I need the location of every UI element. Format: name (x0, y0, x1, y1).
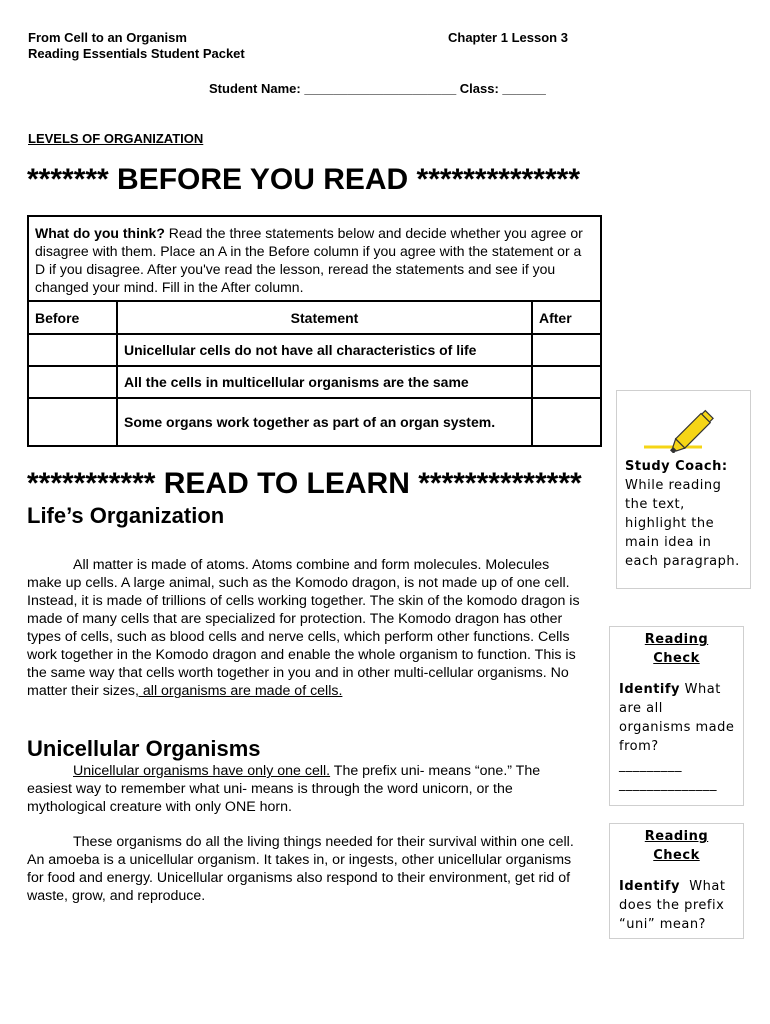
paragraph-text: The prefix uni- means “one.” The easiest way to remember what uni- means is through the word unicorn, or the mythological creature with only ONE horn. (27, 763, 541, 815)
unicellular-paragraph-2: These organisms do all the living things needed for their survival within one cell. An amoeba is a unicellular organism. It takes in, or ingests, other unicellular organisms for food and energy. Unicellular organisms also respond to their environment, get rid of waste, grow, and reproduce. (27, 834, 574, 904)
packet-title: Reading Essentials Student Packet (28, 46, 245, 61)
reading-check-box-2 (609, 823, 744, 939)
prompt-text: Read the three statements below and decide whether you agree or disagree with them. Place an A in the Before column if you agree with the statement or a D if you disagree. After you've read the lesson, reread the statements and see if you changed your mind. Fill in the After column. (35, 225, 583, 295)
after-answer-cell[interactable] (532, 366, 601, 398)
reading-check-question (619, 877, 735, 934)
lifes-organization-title: Life’s Organization (27, 503, 225, 528)
lifes-organization-paragraph (27, 556, 582, 700)
paragraph-underlined-text: Unicellular organisms have only one cell. (73, 763, 331, 779)
section-label: LEVELS OF ORGANIZATION (28, 131, 204, 146)
col-statement-header: Statement (117, 301, 532, 334)
read-to-learn-heading: *********** READ TO LEARN ************** (27, 467, 582, 500)
reading-check-title: Reading Check (644, 632, 709, 666)
before-answer-cell[interactable] (28, 398, 117, 446)
unicellular-paragraph-1 (27, 762, 577, 816)
statement-cell: Unicellular cells do not have all characteristics of life (117, 334, 532, 366)
question-text: What does the prefix “uni” mean? (619, 879, 731, 932)
after-answer-cell[interactable] (532, 334, 601, 366)
study-coach-label: Study Coach: (625, 459, 728, 474)
identify-verb: Identify (619, 682, 681, 697)
statement-cell: Some organs work together as part of an organ system. (117, 398, 532, 446)
unicellular-title: Unicellular Organisms (27, 736, 261, 761)
answer-blank-1[interactable]: _________ (619, 758, 682, 773)
paragraph-text: All matter is made of atoms. Atoms combine and form molecules. Molecules make up cells. A large animal, such as the Komodo dragon, is not made up of one cell. Instead, it is made of trillions of cells working together. The skin of the komodo dragon is made of many cells that are specialized for protection. The Komodo dragon has other types of cells, such as blood cells and nerve cells, which perform other functions. Cells work together in the Komodo dragon and enable the whole organism to function. This is the same way that cells worth together in you and in other multi-cellular organisms. No matter their sizes (27, 557, 580, 699)
instructions-cell (28, 216, 601, 301)
prompt-bold: What do you think? (35, 225, 165, 241)
reading-check-box-1 (609, 626, 744, 806)
reading-check-question (619, 680, 735, 756)
answer-blank-2[interactable]: ______________ (619, 777, 717, 792)
paragraph-underlined-text: , all organisms are made of cells. (135, 683, 343, 699)
chapter-lesson: Chapter 1 Lesson 3 (448, 30, 568, 45)
after-answer-cell[interactable] (532, 398, 601, 446)
statement-cell: All the cells in multicellular organisms are the same (117, 366, 532, 398)
col-after-header: After (532, 301, 601, 334)
course-title: From Cell to an Organism (28, 30, 187, 45)
before-you-read-heading: ******* BEFORE YOU READ ************** (27, 163, 580, 196)
anticipation-guide-table (27, 215, 602, 447)
identify-verb: Identify (619, 879, 681, 894)
highlighter-icon (642, 403, 722, 453)
student-name-line[interactable]: Student Name: _____________________ Class: ______ (209, 81, 546, 96)
study-coach-box (616, 390, 751, 589)
before-answer-cell[interactable] (28, 366, 117, 398)
question-text: What are all organisms made from? (619, 682, 735, 754)
study-coach-text: While reading the text, highlight the main idea in each paragraph. (625, 478, 740, 569)
col-before-header: Before (28, 301, 117, 334)
reading-check-title: Reading Check (644, 829, 709, 863)
before-answer-cell[interactable] (28, 334, 117, 366)
